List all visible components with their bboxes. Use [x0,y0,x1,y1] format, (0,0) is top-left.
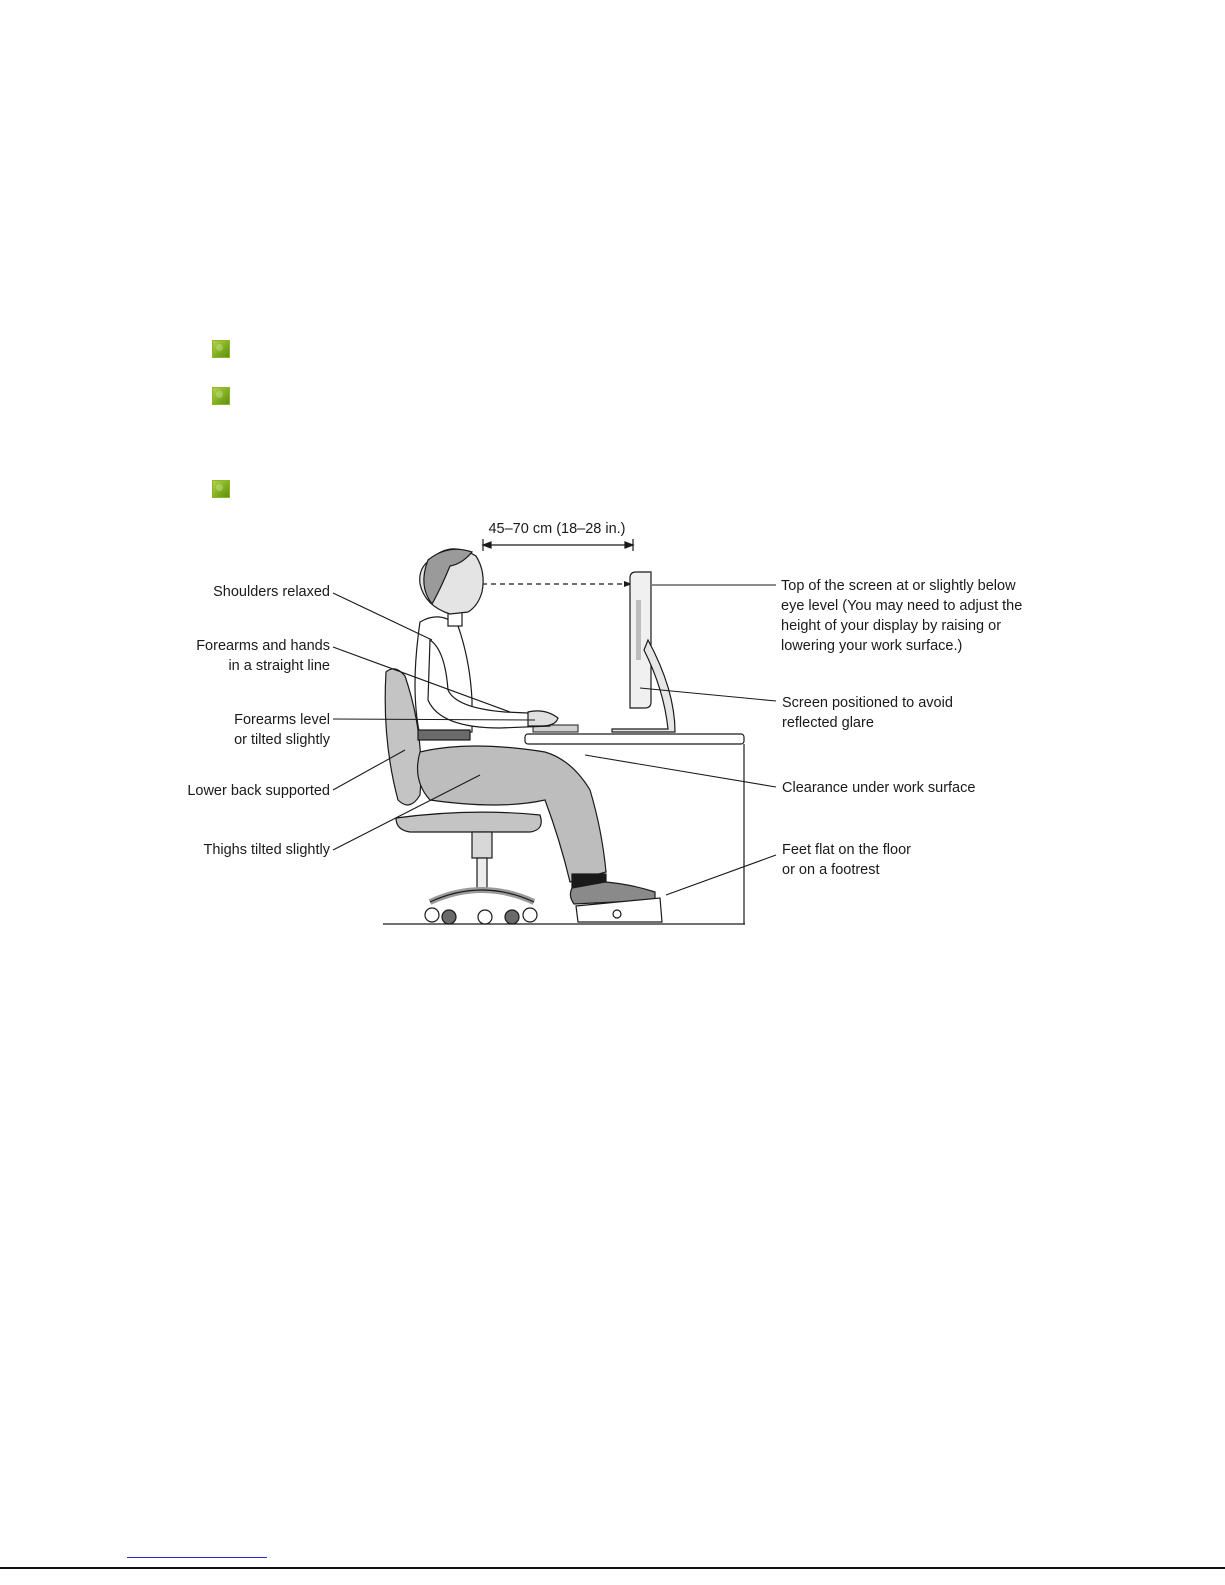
label-shoulders-relaxed [213,582,330,602]
label-forearms-level [234,710,330,750]
label-line: Shoulders relaxed [213,584,330,600]
monitor [612,572,675,732]
distance-label: 45–70 cm (18–28 in.) [488,521,626,537]
label-line: or on a footrest [782,862,880,878]
label-line: height of your display by raising or [781,618,1002,634]
label-clearance [782,778,975,798]
label-line: Feet flat on the floor [782,842,911,858]
label-line: Thighs tilted slightly [203,842,330,858]
label-lower-back [187,781,330,801]
label-line: lowering your work surface.) [781,638,963,654]
label-line: Forearms and hands [196,638,330,654]
distance-dimension [483,539,633,551]
label-thighs [203,840,330,860]
label-line: Top of the screen at or slightly below [781,578,1016,594]
label-top-of-screen [781,576,1022,656]
label-line: Screen positioned to avoid [782,695,953,711]
label-line: or tilted slightly [234,732,330,748]
label-screen-glare [782,693,953,733]
label-line: Clearance under work surface [782,780,976,796]
label-forearms-hands [196,636,330,676]
label-line: reflected glare [782,715,874,731]
label-line: Lower back supported [187,783,330,799]
label-line: Forearms level [234,712,330,728]
footer-link-underline [127,1557,267,1558]
label-line: in a straight line [228,658,330,674]
label-line: eye level (You may need to adjust the [781,598,1023,614]
page-bottom-rule [0,1567,1225,1569]
label-feet [782,840,911,880]
